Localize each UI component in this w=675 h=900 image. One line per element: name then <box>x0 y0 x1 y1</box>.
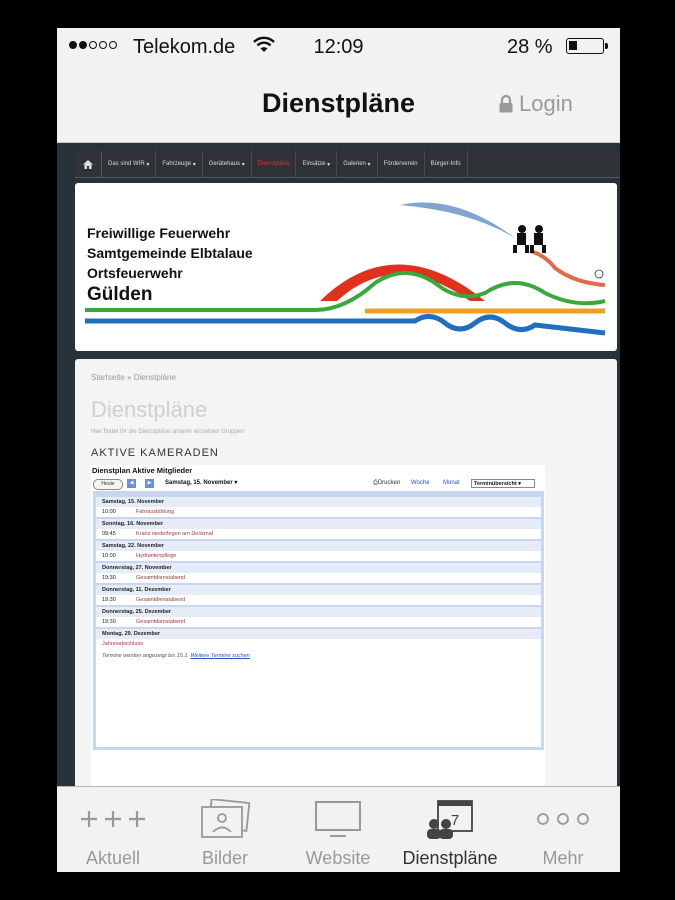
prev-arrow-icon[interactable]: ◀ <box>127 479 136 488</box>
site-banner <box>75 183 617 351</box>
site-menu <box>75 151 620 178</box>
date-selector[interactable]: Samstag, 15. November ▾ <box>165 480 238 486</box>
event-row[interactable]: 19:30 Gesamtdienstabend <box>96 595 541 605</box>
status-bar <box>57 28 620 64</box>
calendar-group-icon <box>394 799 506 839</box>
next-arrow-icon[interactable]: ▶ <box>145 479 154 488</box>
event-row[interactable]: Jahresabschluss <box>96 639 541 649</box>
event-row[interactable]: 19:30 Gesamtdienstabend <box>96 573 541 583</box>
section-heading: AKTIVE KAMERADEN <box>91 447 219 459</box>
site-menu-item-fahrzeuge[interactable]: Fahrzeuge ▾ <box>156 151 202 177</box>
site-menu-item-buerger-info[interactable]: Bürger-Info <box>425 151 468 177</box>
more-icon <box>507 799 619 839</box>
carrier-name: Telekom.de <box>133 36 236 58</box>
day-header: Donnerstag, 11. Dezember <box>96 583 541 595</box>
event-row[interactable]: 10:00 Fahrausbildung <box>96 507 541 517</box>
tab-aktuell[interactable]: Aktuell <box>57 787 169 872</box>
lock-icon <box>499 95 513 113</box>
calendar-widget <box>91 465 545 786</box>
home-icon[interactable] <box>75 151 102 177</box>
tab-mehr[interactable]: Mehr <box>507 787 619 872</box>
plus-icon <box>57 799 169 839</box>
site-menu-item-dienstplaene[interactable]: Dienstpläne <box>252 151 297 177</box>
agenda-list <box>93 491 544 750</box>
page-subtitle: Hier findet Ihr die Dienstpläne unserer einzelnen Gruppen <box>91 429 245 435</box>
site-menu-item-galerien[interactable]: Galerien ▾ <box>337 151 377 177</box>
site-menu-item-foerderverein[interactable]: Förderverein <box>378 151 425 177</box>
tab-bar <box>57 786 620 872</box>
day-header: Samstag, 15. November <box>96 495 541 507</box>
nav-title: Dienstpläne <box>261 88 416 118</box>
month-view-link[interactable]: Monat <box>443 480 460 486</box>
today-button[interactable]: Heute <box>93 479 123 490</box>
event-row[interactable]: 09:45 Kranz niederlegen am Denkmal <box>96 529 541 539</box>
calendar-footer-text: Termine werden angezeigt bis 15.1. <box>102 653 189 659</box>
fire-brigade-logo-graphic <box>75 183 617 351</box>
phone-screen <box>57 28 620 872</box>
banner-line-4: Gülden <box>87 284 153 305</box>
navigation-bar <box>57 64 620 143</box>
page-title: Dienstpläne <box>91 397 208 422</box>
tab-dienstplaene[interactable]: 7 Dienstpläne <box>394 787 506 872</box>
login-button[interactable] <box>499 91 573 117</box>
monitor-icon <box>282 799 394 839</box>
tab-website[interactable]: Website <box>282 787 394 872</box>
banner-line-2: Samtgemeinde Elbtalaue <box>87 245 253 261</box>
calendar-footer <box>96 649 541 747</box>
banner-line-3: Ortsfeuerwehr <box>87 265 183 281</box>
webview[interactable] <box>57 143 620 786</box>
battery-percent: 28 % <box>507 36 553 58</box>
calendar-title: Dienstplan Aktive Mitglieder <box>92 466 193 475</box>
day-header: Sonntag, 16. November <box>96 517 541 529</box>
day-header: Donnerstag, 25. Dezember <box>96 605 541 617</box>
login-label: Login <box>519 91 573 116</box>
page-content <box>75 359 617 786</box>
event-row[interactable]: 10:00 Hydrantenpflege <box>96 551 541 561</box>
print-button[interactable]: ⎙Drucken <box>373 480 401 486</box>
view-select[interactable]: Terminübersicht ▾ <box>471 479 535 488</box>
banner-line-1: Freiwillige Feuerwehr <box>87 225 231 241</box>
breadcrumb: Startseite » Dienstpläne <box>91 373 176 382</box>
more-events-link[interactable]: Weitere Termine suchen <box>190 653 250 659</box>
battery-icon <box>566 38 604 54</box>
day-header: Montag, 29. Dezember <box>96 627 541 639</box>
event-row[interactable]: 19:30 Gesamtdienstabend <box>96 617 541 627</box>
tab-bilder[interactable]: Bilder <box>169 787 281 872</box>
day-header: Samstag, 22. November <box>96 539 541 551</box>
week-view-link[interactable]: Woche <box>411 480 430 486</box>
photos-icon <box>169 799 281 839</box>
day-header: Donnerstag, 27. November <box>96 561 541 573</box>
site-menu-item-wir[interactable]: Das sind WIR ▾ <box>102 151 156 177</box>
site-menu-item-geraetehaus[interactable]: Gerätehaus ▾ <box>203 151 252 177</box>
clock: 12:09 <box>313 36 364 58</box>
site-menu-item-einsaetze[interactable]: Einsätze ▾ <box>296 151 337 177</box>
svg-text:7: 7 <box>450 812 460 829</box>
